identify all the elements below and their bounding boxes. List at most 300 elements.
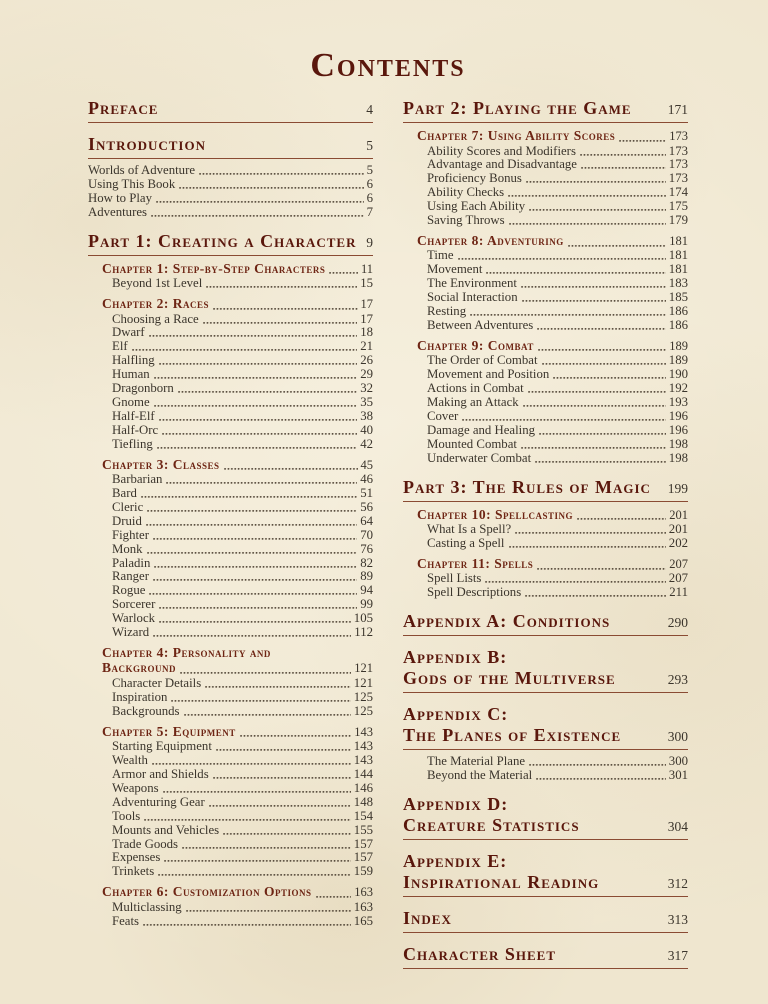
dot-leader	[576, 145, 669, 159]
toc-entry	[427, 319, 688, 333]
chapter-heading-row	[102, 724, 373, 741]
part-heading-row	[403, 668, 688, 693]
dot-leader	[202, 277, 360, 291]
toc-entry	[427, 249, 688, 263]
dot-leader	[454, 249, 669, 263]
page-number: 171	[667, 102, 688, 117]
entry-label: Casting a Spell	[427, 536, 505, 551]
entry-label: Elf	[112, 339, 128, 354]
page-number: 64	[360, 513, 373, 528]
entry-label: Backgrounds	[112, 703, 180, 718]
page-number: 157	[353, 850, 373, 865]
entry-label: Cleric	[112, 499, 144, 514]
page-number: 313	[667, 912, 688, 928]
entry-label: Monk	[112, 541, 143, 556]
page-number: 125	[353, 703, 373, 718]
heading-label: Chapter 1: Step-by-Step Characters	[102, 260, 326, 276]
toc-entry	[112, 438, 373, 452]
page-number: 300	[667, 729, 688, 745]
dot-leader	[137, 487, 360, 501]
toc-entry	[112, 515, 373, 529]
dot-leader	[518, 291, 669, 305]
page-number: 76	[360, 541, 373, 556]
chapter-heading-row	[102, 261, 373, 278]
toc-entry	[427, 277, 688, 291]
dot-leader	[458, 410, 669, 424]
entry-label: Rogue	[112, 583, 146, 598]
entry-label: Mounted Combat	[427, 436, 517, 451]
toc-entry	[427, 214, 688, 228]
entry-label: Damage and Healing	[427, 422, 536, 437]
toc-entry	[112, 782, 373, 796]
dot-leader	[505, 214, 669, 228]
heading-label: Chapter 10: Spellcasting	[417, 506, 574, 522]
dot-leader	[517, 277, 669, 291]
entry-label: The Environment	[427, 276, 517, 291]
dot-leader	[150, 557, 360, 571]
page-number: 5	[366, 163, 373, 177]
part-block	[403, 704, 688, 783]
entry-label: Beyond 1st Level	[112, 276, 203, 291]
entry-label: Multiclassing	[112, 899, 182, 914]
page-number: 185	[668, 290, 688, 305]
dot-leader	[176, 660, 354, 677]
page-number: 189	[668, 353, 688, 368]
dot-leader	[482, 263, 668, 277]
dot-leader	[155, 354, 361, 368]
page-number: 105	[353, 611, 373, 626]
dot-leader	[236, 724, 354, 741]
page-number: 17	[360, 297, 373, 312]
entry-label: Paladin	[112, 555, 151, 570]
entry-label: Ability Scores and Modifiers	[427, 143, 576, 158]
toc-entry	[112, 851, 373, 865]
page-number: 317	[667, 948, 688, 964]
heading-label: Gods of the Multiverse	[403, 668, 616, 689]
dot-leader	[312, 884, 355, 901]
chapter-heading-row	[417, 338, 688, 355]
dot-leader	[531, 452, 669, 466]
page-number: 186	[668, 317, 688, 332]
page-number: 304	[667, 819, 688, 835]
toc-entry	[112, 740, 373, 754]
page-number: 301	[668, 768, 688, 783]
dot-leader	[525, 200, 669, 214]
chapter-heading-row	[102, 884, 373, 901]
dot-leader	[533, 556, 669, 573]
entry-label: Beyond the Material	[427, 768, 533, 783]
page-number: 181	[668, 248, 688, 263]
page-number: 173	[668, 171, 688, 186]
entry-label: The Order of Combat	[427, 353, 538, 368]
chapter-heading-row	[417, 507, 688, 524]
page-number: 6	[366, 190, 373, 205]
entry-label: Sorcerer	[112, 597, 156, 612]
toc-entry	[112, 754, 373, 768]
dot-leader	[149, 626, 354, 640]
page-number: 293	[667, 672, 688, 688]
toc-entry	[112, 543, 373, 557]
part-block	[403, 851, 688, 897]
dot-leader	[142, 515, 360, 529]
page-number: 207	[669, 556, 688, 571]
entry-label: Spell Descriptions	[427, 585, 522, 600]
page-number: 40	[360, 422, 373, 437]
dot-leader	[128, 340, 361, 354]
page-number: 15	[360, 276, 373, 291]
toc-entry	[112, 354, 373, 368]
chapter-block	[403, 556, 688, 600]
toc-entry	[112, 838, 373, 852]
toc-entry	[112, 557, 373, 571]
page-number: 21	[360, 339, 373, 354]
chapter-block	[88, 884, 373, 928]
heading-label: Index	[403, 908, 452, 929]
toc-entry	[427, 452, 688, 466]
entry-label: Bard	[112, 486, 137, 500]
heading-label: Chapter 6: Customization Options	[102, 884, 312, 900]
dot-leader	[199, 313, 360, 327]
chapter-block	[403, 338, 688, 466]
page-number: 11	[360, 261, 373, 276]
entry-label: Proficiency Bonus	[427, 171, 522, 186]
heading-label: Chapter 4: Personality and	[102, 644, 271, 660]
page-number: 42	[360, 436, 373, 451]
entry-label: Dragonborn	[112, 381, 174, 396]
toc-entry	[112, 326, 373, 340]
dot-leader	[150, 368, 361, 382]
part-heading-row	[403, 908, 688, 933]
part-heading-row	[403, 98, 688, 123]
dot-leader	[182, 901, 354, 915]
part-heading-row	[88, 134, 373, 159]
toc-entry	[112, 824, 373, 838]
dot-leader	[535, 424, 669, 438]
part-heading-row	[403, 944, 688, 969]
dot-leader	[162, 473, 360, 487]
toc-entry	[427, 410, 688, 424]
toc-entry	[112, 277, 373, 291]
toc-entry	[112, 529, 373, 543]
toc-entry	[112, 612, 373, 626]
page-number: 51	[360, 486, 373, 500]
toc-entry	[427, 158, 688, 172]
part-heading-row	[403, 477, 688, 502]
page-number: 155	[353, 822, 373, 837]
dot-leader	[205, 796, 354, 810]
toc-entry	[427, 382, 688, 396]
heading-label: Inspirational Reading	[403, 872, 600, 893]
entry-label: Fighter	[112, 527, 149, 542]
dot-leader	[201, 677, 354, 691]
dot-leader	[519, 396, 669, 410]
heading-label: Chapter 9: Combat	[417, 337, 534, 353]
toc-entry	[427, 769, 688, 783]
page-number: 18	[360, 325, 373, 340]
entry-label: Druid	[112, 513, 142, 528]
dot-leader	[212, 740, 354, 754]
dot-leader	[195, 164, 367, 178]
dot-leader	[158, 424, 360, 438]
entry-label: Choosing a Race	[112, 311, 199, 326]
entry-label: Wealth	[112, 753, 148, 768]
dot-leader	[538, 354, 669, 368]
chapter-block	[88, 457, 373, 640]
dot-leader	[155, 598, 360, 612]
page-number: 199	[667, 480, 688, 496]
chapter-block	[88, 261, 373, 291]
page-number: 207	[668, 571, 688, 586]
toc-entry	[112, 473, 373, 487]
chapter-block	[403, 507, 688, 551]
page-number: 211	[669, 585, 688, 600]
page-number: 46	[360, 472, 373, 487]
heading-label: Chapter 5: Equipment	[102, 723, 236, 739]
part-heading-row	[403, 611, 688, 636]
page-number: 179	[668, 213, 688, 228]
toc-entry	[112, 705, 373, 719]
page-number: 190	[668, 367, 688, 382]
dot-leader	[154, 865, 354, 879]
entry-label: Character Details	[112, 675, 202, 690]
part-heading-row	[403, 704, 688, 725]
page-number: 5	[366, 138, 373, 153]
page-number: 112	[354, 625, 373, 640]
dot-leader	[549, 368, 669, 382]
page-number: 143	[353, 753, 373, 768]
dot-leader	[167, 691, 353, 705]
entry-label: Half-Orc	[112, 422, 159, 437]
toc-entry	[112, 410, 373, 424]
dot-leader	[525, 755, 669, 769]
entry-label: Using This Book	[88, 176, 176, 191]
part-heading-row	[403, 725, 688, 750]
entry-label: Dwarf	[112, 325, 145, 340]
entry-label: Starting Equipment	[112, 739, 212, 754]
dot-leader	[533, 319, 669, 333]
dot-leader	[143, 543, 361, 557]
page-number: 45	[360, 457, 373, 472]
dot-leader	[178, 838, 354, 852]
page-number: 9	[366, 234, 373, 250]
toc-entry	[427, 368, 688, 382]
entry-label: Ability Checks	[427, 185, 505, 200]
toc-entry	[88, 178, 373, 192]
page-number: 56	[360, 499, 373, 514]
entry-label: Expenses	[112, 850, 161, 865]
toc-entry	[112, 424, 373, 438]
heading-label: Chapter 7: Using Ability Scores	[417, 128, 616, 143]
part-heading-row	[88, 98, 373, 123]
dot-leader	[155, 612, 354, 626]
toc-entry	[427, 186, 688, 200]
toc-entry	[112, 810, 373, 824]
page-number: 198	[668, 436, 688, 451]
toc-entry	[88, 192, 373, 206]
page-number: 181	[668, 262, 688, 277]
toc-entry	[112, 768, 373, 782]
part-block	[88, 134, 373, 220]
page-number: 181	[669, 233, 688, 248]
dot-leader	[615, 128, 669, 145]
page-number: 89	[360, 569, 373, 584]
page-number: 183	[668, 276, 688, 291]
page-number: 202	[668, 536, 688, 551]
entry-label: Trade Goods	[112, 836, 179, 851]
part-heading-row	[403, 647, 688, 668]
dot-leader	[573, 507, 669, 524]
dot-leader	[148, 754, 354, 768]
page-title: Contents	[310, 47, 466, 84]
page-number: 290	[667, 615, 688, 631]
toc-entry	[112, 691, 373, 705]
entry-label: The Material Plane	[427, 754, 526, 769]
dot-leader	[140, 810, 354, 824]
page-number: 192	[668, 381, 688, 396]
toc-entry	[112, 584, 373, 598]
page-number: 196	[668, 409, 688, 423]
entry-label: Time	[427, 248, 454, 263]
toc-entry	[112, 570, 373, 584]
dot-leader	[524, 382, 669, 396]
chapter-heading-row	[102, 296, 373, 313]
toc-entry	[427, 145, 688, 159]
chapter-heading-row	[417, 233, 688, 250]
dot-leader	[220, 457, 361, 474]
page-number: 125	[353, 689, 373, 704]
dot-leader	[155, 410, 361, 424]
entry-label: Tiefling	[112, 436, 153, 451]
dot-leader	[532, 769, 669, 783]
page-number: 163	[354, 885, 373, 900]
page-number: 154	[353, 808, 373, 823]
entry-label: Social Interaction	[427, 290, 518, 305]
part-block	[403, 477, 688, 502]
entry-label: Armor and Shields	[112, 767, 209, 781]
toc-entry	[112, 598, 373, 612]
dot-leader	[505, 537, 669, 551]
heading-label: Appendix D:	[403, 794, 509, 815]
page-number: 7	[366, 204, 373, 219]
heading-label: Chapter 11: Spells	[417, 555, 534, 571]
heading-label: Chapter 8: Adventuring	[417, 232, 564, 248]
dot-leader	[145, 584, 360, 598]
page-number: 198	[668, 450, 688, 465]
entry-label: Halfling	[112, 353, 155, 368]
page-number: 165	[353, 913, 373, 928]
entry-label: Underwater Combat	[427, 450, 532, 465]
page-number: 38	[360, 408, 373, 423]
dot-leader	[522, 172, 669, 186]
part-block	[403, 647, 688, 693]
dot-leader	[149, 529, 360, 543]
heading-label: Part 3: The Rules of Magic	[403, 476, 651, 497]
entry-label: Warlock	[112, 611, 156, 626]
toc-entry	[112, 901, 373, 915]
entry-label: What Is a Spell?	[427, 522, 512, 537]
entry-label: Adventures	[88, 204, 147, 219]
page-number: 4	[366, 102, 373, 117]
heading-label: Preface	[88, 98, 159, 118]
toc-entry	[427, 424, 688, 438]
part-heading-row	[403, 794, 688, 815]
entry-label: Gnome	[112, 394, 150, 409]
part-block	[403, 908, 688, 933]
heading-label: Creature Statistics	[403, 815, 580, 836]
toc-entry	[88, 206, 373, 220]
toc-entry	[427, 263, 688, 277]
part-heading-row	[403, 815, 688, 840]
toc-entry	[112, 501, 373, 515]
page-number: 17	[360, 311, 373, 326]
chapter-block	[88, 724, 373, 880]
toc-entry	[427, 354, 688, 368]
page-number: 146	[353, 780, 373, 795]
chapter-heading-row	[102, 457, 373, 474]
entry-label: Trinkets	[112, 864, 155, 879]
page-number: 143	[353, 739, 373, 754]
dot-leader	[139, 915, 354, 929]
toc-entry	[112, 796, 373, 810]
entry-label: Movement	[427, 262, 483, 277]
page-number: 300	[668, 754, 688, 769]
toc-columns	[88, 98, 688, 974]
chapter-block	[88, 296, 373, 452]
page-number: 173	[668, 143, 688, 158]
page-number: 70	[360, 527, 373, 542]
toc-entry	[427, 396, 688, 410]
toc-entry	[112, 340, 373, 354]
toc-entry	[427, 755, 688, 769]
toc-entry	[427, 172, 688, 186]
dot-leader	[534, 338, 669, 355]
chapter-heading-row	[102, 660, 373, 677]
entry-label: Spell Lists	[427, 571, 482, 586]
page-number: 32	[360, 381, 373, 396]
chapter-block	[403, 233, 688, 333]
toc-entry	[427, 291, 688, 305]
toc-entry	[427, 523, 688, 537]
chapter-heading-row	[417, 556, 688, 573]
part-block	[403, 944, 688, 969]
dot-leader	[149, 570, 360, 584]
page-number: 201	[669, 507, 688, 522]
heading-label: Part 2: Playing the Game	[403, 98, 632, 118]
toc-entry	[427, 438, 688, 452]
toc-entry	[427, 572, 688, 586]
page-number: 99	[360, 597, 373, 612]
entry-label: Saving Throws	[427, 213, 505, 228]
page-number: 173	[669, 129, 688, 143]
part-block	[403, 611, 688, 636]
entry-label: Cover	[427, 409, 459, 423]
dot-leader	[180, 705, 354, 719]
dot-leader	[521, 586, 669, 600]
chapter-block	[88, 645, 373, 719]
page-number: 143	[354, 724, 373, 739]
part-block	[88, 231, 373, 256]
heading-label: The Planes of Existence	[403, 725, 622, 746]
page-number: 6	[366, 176, 373, 191]
dot-leader	[481, 572, 668, 586]
entry-label: Making an Attack	[427, 395, 519, 410]
dot-leader	[150, 396, 361, 410]
heading-label: Appendix C:	[403, 704, 509, 725]
toc-entry	[88, 164, 373, 178]
part-heading-row	[403, 872, 688, 897]
entry-label: Movement and Position	[427, 367, 550, 382]
entry-label: Between Adventures	[427, 317, 534, 332]
